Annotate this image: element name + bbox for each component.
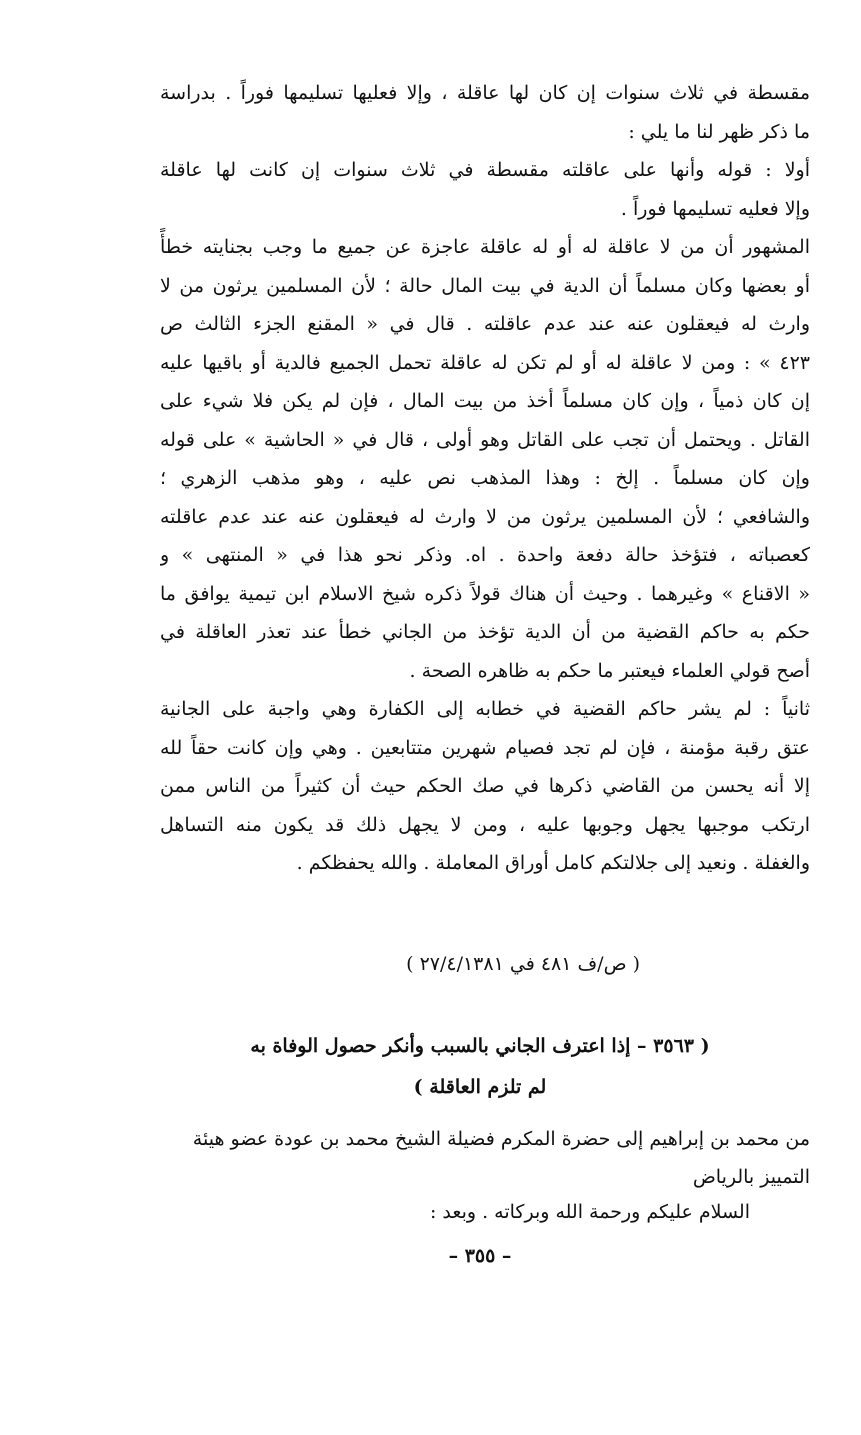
text-line: أصح قولي العلماء فيعتبر ما حكم به ظاهره الصحة . — [409, 659, 810, 682]
text-line: كعصباته ، فتؤخذ حالة دفعة واحدة . اه. وذكر نحو هذا في « المنتهى » و — [160, 544, 810, 566]
text-line: والشافعي ؛ لأن المسلمين يرثون من لا وارث له فيعقلون عنه عند عدم عاقلته — [160, 505, 810, 528]
text-line: أولا : قوله وأنها على عاقلته مقسطة في ثلاث سنوات إن كانت لها عاقلة — [160, 159, 810, 181]
text-line: ثانياً : لم يشر حاكم القضية في خطابه إلى الكفارة وهي واجبة على الجانية — [160, 698, 810, 720]
letter-intro: من محمد بن إبراهيم إلى حضرة المكرم فضيلة الشيخ محمد بن عودة عضو هيئة التمييز بالرياض — [192, 1128, 810, 1188]
text-line: أو بعضها وكان مسلماً أن الدية في بيت المال حالة ؛ لأن المسلمين يرثون من لا — [160, 274, 810, 297]
text-line: « الاقناع » وغيرهما . وحيث أن هناك قولاً ذكره شيخ الاسلام ابن تيمية يوافق ما — [160, 582, 810, 605]
section-heading-continued: لم تلزم العاقلة ) — [413, 1076, 547, 1098]
letter-greeting: السلام عليكم ورحمة الله وبركاته . وبعد : — [429, 1201, 750, 1223]
text-line: مقسطة في ثلاث سنوات إن كان لها عاقلة ، وإلا فعليها تسليمها فوراً . بدراسة — [160, 82, 810, 104]
text-line: ما ذكر ظهر لنا ما يلي : — [628, 120, 810, 143]
text-line: إلا أنه يحسن من القاضي ذكرها في صك الحكم حيث أن كثيراً من الناس ممن — [160, 775, 810, 797]
text-line: ٤٢٣ » : ومن لا عاقلة له أو لم تكن له عاقلة تحمل الجميع فالدية أو باقيها عليه — [160, 351, 810, 374]
text-line: ارتكب موجبها يجهل وجوبها عليه ، ومن لا يجهل ذلك قد يكون منه التساهل — [160, 813, 810, 836]
section-heading: ( ٣٥٦٣ – إذا اعترف الجاني بالسبب وأنكر حصول الوفاة به — [250, 1035, 710, 1057]
text-line: وإن كان مسلماً . إلخ : وهذا المذهب نص عليه ، وهو مذهب الزهري ؛ — [160, 467, 810, 489]
text-line: إن كان ذمياً ، وإن كان مسلماً أخذ من بيت المال ، فإن لم يكن فلا شيء على — [160, 390, 810, 412]
text-line: المشهور أن من لا عاقلة له أو له عاقلة عاجزة عن جميع ما وجب بجنايته خطأً — [160, 236, 810, 258]
text-line: وإلا فعليه تسليمها فوراً . — [620, 197, 810, 220]
document-reference: ( ص/ف ٤٨١ في ٢٧/٤/١٣٨١ ) — [406, 953, 640, 975]
page-number: – ٣٥٥ – — [448, 1245, 512, 1267]
body-text — [160, 74, 810, 883]
text-line: وارث له فيعقلون عنه عند عدم عاقلته . قال في « المقنع الجزء الثالث ص — [160, 313, 810, 335]
text-line: عتق رقبة مؤمنة ، فإن لم تجد فصيام شهرين متتابعين . وهي وإن كانت حقاً لله — [160, 736, 810, 759]
text-line: القاتل . ويحتمل أن تجب على القاتل وهو أولى ، قال في « الحاشية » على قوله — [160, 428, 810, 451]
text-line: والغفلة . ونعيد إلى جلالتكم كامل أوراق المعاملة . والله يحفظكم . — [296, 852, 810, 874]
text-line: حكم به حاكم القضية من أن الدية تؤخذ من الجاني خطأ عند تعذر العاقلة في — [160, 621, 810, 643]
